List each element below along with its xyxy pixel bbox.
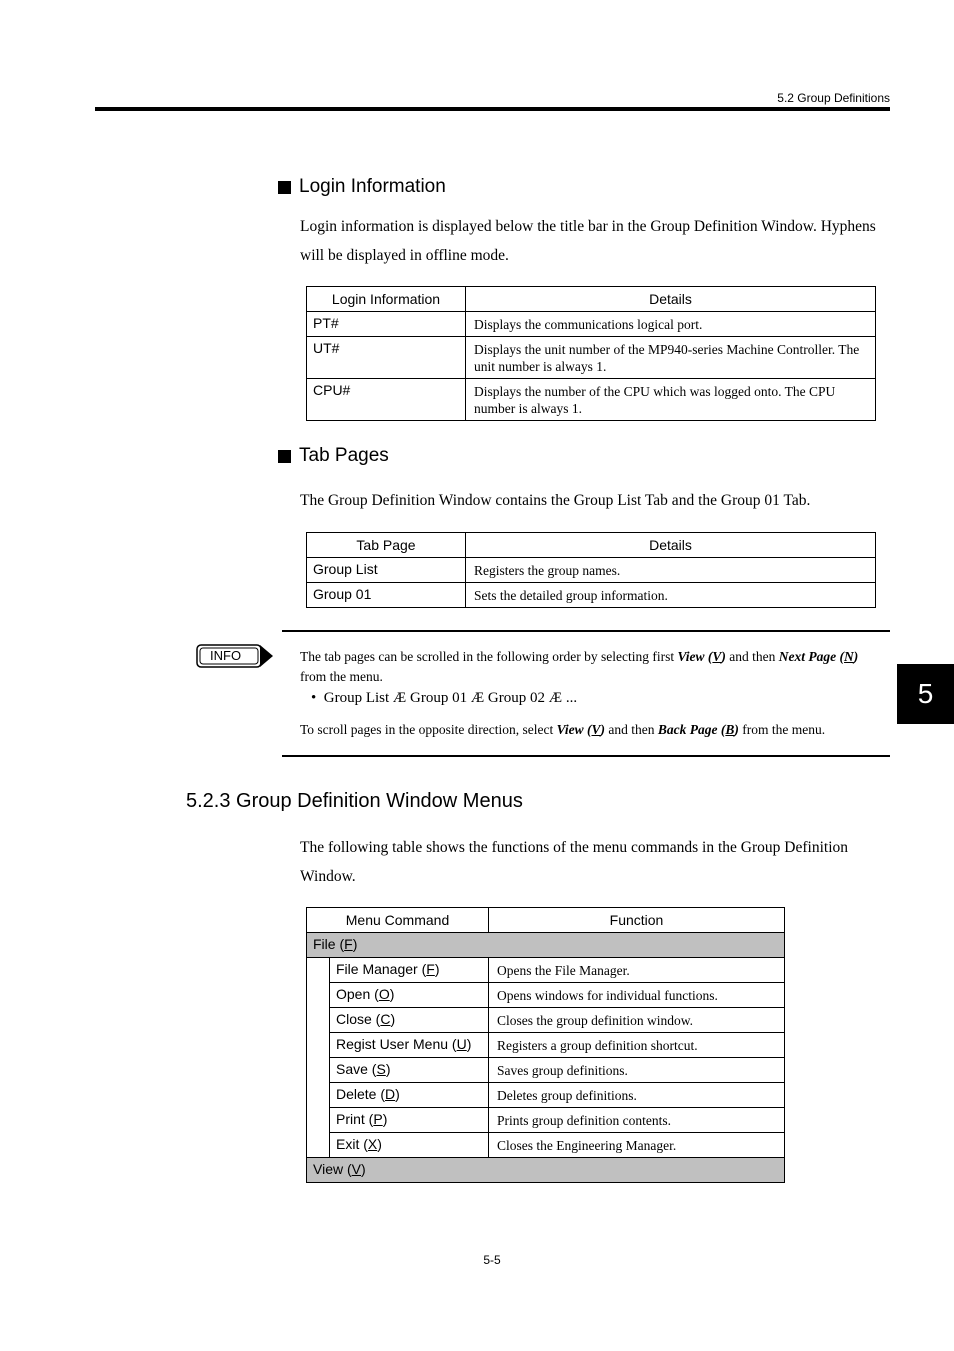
menu-command-cell: Delete (D) [330,1083,489,1108]
menu-ref: ) [600,722,606,737]
table-cell: CPU# [307,379,466,421]
function-cell: Deletes group definitions. [489,1083,785,1108]
table-header-row [307,287,876,312]
info-text: and then [725,649,779,664]
info-text: The tab pages can be scrolled in the following order by selecting first [300,649,678,664]
menu-command-cell: File Manager (F) [330,958,489,983]
menu-command-cell: Regist User Menu (U) [330,1033,489,1058]
header-rule [95,107,890,111]
table-row [307,983,785,1008]
table-row [307,958,785,983]
shortcut-key: V [591,722,601,737]
tab-pages-table [306,532,876,608]
info-bottom-rule [282,755,890,757]
tab-pages-title: Tab Pages [299,445,389,466]
column-header: Details [466,533,876,558]
function-cell: Closes the Engineering Manager. [489,1133,785,1158]
info-icon [196,642,276,670]
indent-cell [307,1083,330,1108]
function-cell: Opens the File Manager. [489,958,785,983]
shortcut-key: N [844,649,854,664]
table-header-row [307,533,876,558]
section-title: 5.2.3 Group Definition Window Menus [186,790,523,812]
table-row [307,379,876,421]
table-row [307,312,876,337]
indent-cell [307,1008,330,1033]
login-info-paragraph: Login information is displayed below the title bar in the Group Definition Window. Hyphens will be displayed in offline mode. [300,218,876,264]
table-row [307,337,876,379]
chapter-tab: 5 [897,664,954,724]
info-bullet: • Group List Æ Group 01 Æ Group 02 Æ ... [311,690,578,706]
table-cell: Sets the detailed group information. [466,583,876,608]
column-header: Login Information [307,287,466,312]
table-header-row [307,908,785,933]
menu-group-view: View (V) [307,1158,785,1183]
column-header: Menu Command [307,908,489,933]
table-row [307,1133,785,1158]
table-cell: Displays the unit number of the MP940-series Machine Controller. The unit number is always 1. [466,337,876,379]
indent-cell [307,1058,330,1083]
table-row [307,1008,785,1033]
table-cell: Group List [307,558,466,583]
square-bullet-icon [278,181,291,194]
column-header: Tab Page [307,533,466,558]
function-cell: Closes the group definition window. [489,1008,785,1033]
table-row [307,1108,785,1133]
table-cell: UT# [307,337,466,379]
menu-ref: ) [853,649,859,664]
info-note-line2 [300,720,890,740]
tab-pages-heading [278,445,389,467]
indent-cell [307,1133,330,1158]
table-cell: Displays the communications logical port. [466,312,876,337]
tab-pages-paragraph: The Group Definition Window contains the Group List Tab and the Group 01 Tab. [300,492,811,509]
table-cell: PT# [307,312,466,337]
menu-ref: Back Page ( [657,722,726,737]
running-header: 5.2 Group Definitions [777,91,890,105]
menu-group-file: File (F) [307,933,785,958]
info-text: from the menu. [300,669,383,684]
info-top-rule [282,630,890,632]
info-text: and then [605,722,658,737]
function-cell: Opens windows for individual functions. [489,983,785,1008]
info-text: To scroll pages in the opposite direction, select [300,722,557,737]
indent-cell [307,958,330,983]
menu-command-cell: Save (S) [330,1058,489,1083]
table-row [307,1083,785,1108]
menu-ref: View ( [556,722,592,737]
menu-command-cell: Open (O) [330,983,489,1008]
menu-group-row [307,933,785,958]
function-cell: Saves group definitions. [489,1058,785,1083]
table-cell: Displays the number of the CPU which was logged onto. The CPU number is always 1. [466,379,876,421]
menu-group-row [307,1158,785,1183]
table-row [307,583,876,608]
menu-ref: ) [721,649,726,664]
indent-cell [307,1108,330,1133]
menu-ref: ) [734,722,739,737]
menu-command-cell: Exit (X) [330,1133,489,1158]
indent-cell [307,1033,330,1058]
info-bullet-text: Group List Æ Group 01 Æ Group 02 Æ ... [323,690,578,706]
page-number: 5-5 [483,1253,501,1267]
login-info-heading [278,176,446,198]
shortcut-key: V [712,649,722,664]
square-bullet-icon [278,450,291,463]
info-note-line1 [300,647,890,687]
info-icon-label: INFO [210,648,242,663]
menus-paragraph: The following table shows the functions of the menu commands in the Group Definition Window. [300,839,848,885]
menu-command-table [306,907,785,1183]
shortcut-key: B [725,722,735,737]
indent-cell [307,983,330,1008]
menu-ref: Next Page ( [778,649,845,664]
column-header: Function [489,908,785,933]
menu-command-cell: Close (C) [330,1008,489,1033]
column-header: Details [466,287,876,312]
info-text: from the menu. [738,722,826,737]
table-row [307,1033,785,1058]
table-cell: Registers the group names. [466,558,876,583]
login-info-table [306,286,876,421]
table-row [307,1058,785,1083]
table-row [307,558,876,583]
function-cell: Prints group definition contents. [489,1108,785,1133]
menu-ref: View ( [677,649,713,664]
table-cell: Group 01 [307,583,466,608]
function-cell: Registers a group definition shortcut. [489,1033,785,1058]
menu-command-cell: Print (P) [330,1108,489,1133]
login-info-title: Login Information [299,176,446,197]
